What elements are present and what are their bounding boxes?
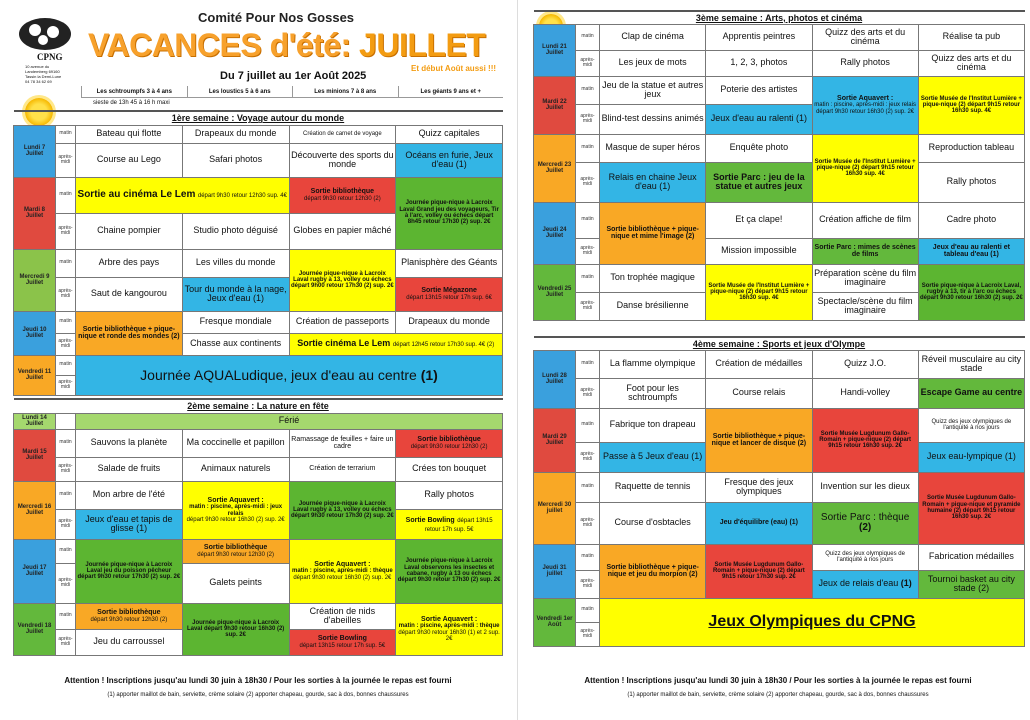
activity-cell: Clap de cinéma [600, 24, 706, 50]
week-title: 4ème semaine : Sports et jeux d'Olympe [534, 337, 1025, 350]
holiday-cell: Férié [76, 413, 503, 429]
activity-cell: Fresque des jeux olympiques [706, 472, 812, 502]
activity-cell: 1, 2, 3, photos [706, 50, 812, 76]
activity-cell: Jeux d'eau et tapis de glisse (1) [76, 509, 183, 539]
activity-cell [76, 177, 290, 213]
outing-title: Sortie Bowling [405, 516, 455, 524]
activity-cell: Sortie Musée Lugdunum Gallo-Romain + pique-nique (2) départ 9h15 retour 17h30 sup. 2€ [706, 544, 812, 598]
day-label: Mardi 22 Juillet [534, 76, 576, 134]
date-range: Du 7 juillet au 1er Août 2025 [220, 70, 367, 82]
activity-cell: Passe à 5 Jeux d'eau (1) [600, 442, 706, 472]
day-label: Vendredi 25 Juillet [534, 264, 576, 320]
activity-cell: Sortie Parc : jeu de la statue et autres jeux [706, 162, 812, 202]
day-label: Mardi 29 Juillet [534, 408, 576, 472]
right-page [533, 0, 1025, 720]
activity-cell: Chasse aux continents [182, 333, 289, 355]
activity-cell: Drapeaux du monde [182, 125, 289, 143]
activity-cell: Course au Lego [76, 143, 183, 177]
activity-cell: Journée pique-nique à Lacroix Laval observons les insectes et cabane, rugby à 13 ou échecs départ 9h30 retour 17h30 (2) sup. 2€ [396, 539, 503, 603]
outing-title: Sortie bibliothèque [310, 188, 375, 196]
activity-cell: Enquête photo [706, 134, 812, 162]
title-vacances: VACANCES d'été: [88, 27, 360, 63]
activity-cell: Jeux eau-lympique (1) [918, 442, 1024, 472]
activity-cell [182, 539, 289, 563]
activity-cell: Création de carnet de voyage [289, 125, 396, 143]
outing-title: Sortie Aquavert : [314, 561, 371, 569]
outing-title: Sortie Aquavert : [837, 95, 894, 103]
day-label: Jeudi 24 Juillet [534, 202, 576, 264]
activity-cell: Reproduction tableau [918, 134, 1024, 162]
outing-detail: départ 9h30 retour 16h30 (1) et 2 sup. 2€ [398, 629, 500, 642]
age-group: Les géants 9 ans et + [398, 86, 504, 97]
day-label: Jeudi 10 Juillet [14, 311, 56, 355]
period-label: après-midi [56, 143, 76, 177]
activity-cell: Réalise ta pub [918, 24, 1024, 50]
activity-cell: Sortie Parc : mimes de scènes de films [812, 238, 918, 264]
day-label: Mardi 8 Juillet [14, 177, 56, 249]
aqua-day-note: (1) [420, 366, 438, 383]
activity-cell: Mon arbre de l'été [76, 481, 183, 509]
activity-cell: Animaux naturels [182, 457, 289, 481]
outing-detail: matin : piscine, après-midi : thèque [292, 568, 393, 575]
activity-cell: Quizz des arts et du cinéma [812, 24, 918, 50]
activity-cell: Galets peints [182, 563, 289, 603]
outing-detail: départ 13h15 retour 17h sup. 6€ [406, 294, 492, 301]
activity-cell: Rally photos [396, 481, 503, 509]
activity-cell: Sortie bibliothèque + pique-nique et lancer de disque (2) [706, 408, 812, 472]
outing-detail: départ 9h30 retour 12h30 (2) [90, 616, 168, 623]
outing-detail: (2) [859, 522, 872, 533]
outing-title: Sortie bibliothèque [97, 609, 161, 617]
activity-cell: Cadre photo [918, 202, 1024, 238]
outing-detail: matin : piscine, après-midi : jeux relais [189, 504, 283, 517]
week-4-table [533, 336, 1025, 647]
period-label: matin [56, 125, 76, 143]
period-label: après-midi [576, 570, 600, 598]
period-label: après-midi [56, 457, 76, 481]
outing-detail: départ 9h30 retour 16h30 (2) sup. 2€ [186, 516, 285, 523]
period-label: matin [576, 350, 600, 378]
activity-cell: Journée pique-nique à Lacroix Laval départ 9h30 retour 16h30 (2) sup. 2€ [182, 603, 289, 655]
activity-cell: Sortie Musée de l'Institut Lumière + pique-nique (2) départ 9h15 retour 16h30 sup. 4€ [706, 264, 812, 320]
activity-cell: Relais en chaine Jeux d'eau (1) [600, 162, 706, 202]
period-label: après-midi [576, 162, 600, 202]
activity-cell [289, 629, 396, 655]
activity-cell: Safari photos [182, 143, 289, 177]
outing-title: Sortie Mégazone [421, 287, 477, 295]
activity-cell: Quizz des jeux olympiques de l'antiquité à nos jours [918, 408, 1024, 442]
activity-cell: Jeu d'équilibre (eau) (1) [706, 502, 812, 544]
activity-cell: Crées ton bouquet [396, 457, 503, 481]
activity-cell: Sortie Musée Lugdunum Gallo-Romain + pique-nique (2) départ 9h15 retour 16h30 sup. 2€ [812, 408, 918, 472]
activity-cell: Quizz J.O. [812, 350, 918, 378]
activity-cell: Course d'osbtacles [600, 502, 706, 544]
outing-title: Sortie Aquavert : [207, 496, 264, 504]
activity-cell: Quizz des arts et du cinéma [918, 50, 1024, 76]
activity-cell: Fresque mondiale [182, 311, 289, 333]
activity-cell: Création de nids d'abeilles [289, 603, 396, 629]
activity-cell: Préparation scène du film imaginaire [812, 264, 918, 292]
period-label: matin [576, 202, 600, 238]
period-label: matin [576, 544, 600, 570]
activity-cell [76, 603, 183, 629]
day-label: Mercredi 30 juillet [534, 472, 576, 544]
activity-cell [812, 502, 918, 544]
activity-cell: Rally photos [918, 162, 1024, 202]
period-label: matin [56, 429, 76, 457]
committee-title: Comité Pour Nos Gosses [198, 10, 355, 25]
activity-cell: La flamme olympique [600, 350, 706, 378]
activity-cell: Sortie bibliothèque + pique-nique et mime l'image (2) [600, 202, 706, 264]
day-label: Jeudi 17 Juillet [14, 539, 56, 603]
age-group: Les loustics 5 à 6 ans [187, 86, 293, 97]
title-juillet: JUILLET [359, 27, 486, 63]
period-label: matin [56, 603, 76, 629]
day-label: Mardi 15 Juillet [14, 429, 56, 481]
outing-title: Sortie bibliothèque [417, 436, 481, 444]
activity-cell: Journée pique-nique à Lacroix Laval jeu du poisson pêcheur départ 9h30 retour 17h30 (2) sup. 2€ [76, 539, 183, 603]
week-1-table [13, 110, 503, 396]
activity-cell [396, 603, 503, 655]
week-3-table [533, 10, 1025, 321]
outing-detail: départ 12h45 retour 17h30 sup. 4€ (2) [392, 342, 495, 349]
activity-cell: Jeux d'eau au ralenti (1) [706, 104, 812, 134]
activity-cell: Studio photo déguisé [182, 213, 289, 249]
period-label: matin [56, 249, 76, 277]
activity-cell: Spectacle/scène du film imaginaire [812, 292, 918, 320]
left-page [13, 0, 503, 720]
activity-cell: Océans en furie, Jeux d'eau (1) [396, 143, 503, 177]
period-label: après-midi [576, 378, 600, 408]
outing-detail: départ 9h30 retour 12h30 (2) [304, 195, 381, 202]
period-label: après-midi [576, 292, 600, 320]
week-title: 1ère semaine : Voyage autour du monde [14, 111, 503, 125]
activity-cell [289, 333, 503, 355]
activity-cell: Découverte des sports du monde [289, 143, 396, 177]
activity-cell: Tournoi basket au city stade (2) [918, 570, 1024, 598]
activity-cell: Création de médailles [706, 350, 812, 378]
activity-cell [812, 570, 918, 598]
activity-cell: Réveil musculaire au city stade [918, 350, 1024, 378]
activity-cell: Les villes du monde [182, 249, 289, 277]
activity-cell: Sauvons la planète [76, 429, 183, 457]
activity-cell: Jeu du carroussel [76, 629, 183, 655]
period-label: après-midi [56, 375, 76, 395]
period-label: après-midi [56, 333, 76, 355]
activity-cell: Rally photos [812, 50, 918, 76]
registration-notice: Attention ! Inscriptions jusqu'au lundi 30 juin à 18h30 / Pour les sorties à la journée le repas est fourni [64, 676, 452, 685]
period-label: matin [56, 311, 76, 333]
period-label: après-midi [576, 622, 600, 646]
period-label: matin [576, 408, 600, 442]
activity-cell [289, 539, 396, 603]
aout-note: Et début Août aussi !!! [411, 64, 497, 73]
outing-detail: matin : piscine, après-midi : jeux relais départ 9h30 retour 16h30 (2) sup. 2€ [814, 102, 916, 115]
activity-cell: Sortie bibliothèque + pique-nique et ronde des mondes (2) [76, 311, 183, 355]
outing-detail: départ 9h30 retour 12h30 (2) [410, 443, 488, 450]
sieste-note: sieste de 13h 45 à 16 h maxi [93, 100, 170, 106]
cpng-logo [15, 12, 85, 92]
outing-title: Sortie cinéma Le Lem [297, 338, 391, 349]
activity-cell: Et ça clape! [706, 202, 812, 238]
activity-cell: Fabrique ton drapeau [600, 408, 706, 442]
activity-cell: Course relais [706, 378, 812, 408]
period-label: matin [56, 539, 76, 563]
activity-cell: Création de terrarium [289, 457, 396, 481]
period-label: matin [576, 472, 600, 502]
activity-cell [812, 76, 918, 134]
activity-cell: Escape Game au centre [918, 378, 1024, 408]
outing-detail: départ 9h30 retour 12h30 sup. 4€ [197, 192, 287, 199]
activity-cell [396, 277, 503, 311]
activity-cell [182, 481, 289, 539]
activity-cell: Bateau qui flotte [76, 125, 183, 143]
activity-cell: Ramassage de feuilles + faire un cadre [289, 429, 396, 457]
activity-cell: Création de passeports [289, 311, 396, 333]
period-label: après-midi [56, 629, 76, 655]
activity-cell: Handi-volley [812, 378, 918, 408]
day-label: Lundi 21 Juillet [534, 24, 576, 76]
outing-detail: départ 13h15 retour 17h sup. 5€ [424, 517, 493, 533]
activity-cell: Invention sur les dieux [812, 472, 918, 502]
age-group: Les minions 7 à 8 ans [292, 86, 398, 97]
aqua-day-title: Journée AQUALudique, jeux d'eau au centre [140, 366, 417, 383]
outing-title: Sortie Aquavert : [421, 615, 478, 623]
day-label: Lundi 7 Juillet [14, 125, 56, 177]
period-label: après-midi [576, 50, 600, 76]
day-label: Lundi 14 Juillet [14, 413, 56, 429]
outing-detail: départ 9h30 retour 16h30 (2) sup. 2€ [293, 574, 392, 581]
period-label: matin [576, 24, 600, 50]
week-2-table [13, 398, 503, 656]
day-label: Lundi 28 Juillet [534, 350, 576, 408]
activity-cell: Quizz des jeux olympiques de l'antiquité à nos jours [812, 544, 918, 570]
outing-title: Sortie Parc : thèque [820, 511, 910, 523]
period-label: matin [576, 134, 600, 162]
activity-cell: Journée pique-nique à Lacroix Laval rugby à 13, volley ou échecs départ 9h30 retour 17h30 (2) sup. 2€ [289, 481, 396, 539]
olympics-banner: Jeux Olympiques du CPNG [600, 598, 1025, 646]
day-label: Vendredi 11 Juillet [14, 355, 56, 395]
activity-cell: Planisphère des Géants [396, 249, 503, 277]
outing-detail: matin : piscine, après-midi : thèque [398, 623, 500, 630]
activity-cell: Saut de kangourou [76, 277, 183, 311]
day-label: Mercredi 9 Juillet [14, 249, 56, 311]
outing-title: Sortie Bowling [317, 635, 367, 643]
activity-cell: Globes en papier mâché [289, 213, 396, 249]
outing-detail: (1) [900, 578, 912, 589]
activity-cell: Journée pique-nique à Lacroix Laval Grand jeu des voyageurs, Tir à l'arc, volley ou échecs départ 8h45 retour 17h30 (2) sup. 2€ [396, 177, 503, 249]
registration-notice: Attention ! Inscriptions jusqu'au lundi 30 juin à 18h30 / Pour les sorties à la journée le repas est fourni [584, 676, 972, 685]
period-label: matin [576, 598, 600, 622]
period-label: matin [56, 481, 76, 509]
activity-cell: Fabrication médailles [918, 544, 1024, 570]
activity-cell: Jeux d'eau au ralenti et tableau d'eau (1) [918, 238, 1024, 264]
activity-cell: Danse brésilienne [600, 292, 706, 320]
period-label: après-midi [576, 104, 600, 134]
activity-cell: Quizz capitales [396, 125, 503, 143]
activity-cell: Chaine pompier [76, 213, 183, 249]
page-divider [517, 0, 518, 720]
activity-cell [76, 355, 503, 395]
activity-cell: Poterie des artistes [706, 76, 812, 104]
activity-cell: Journée pique-nique à Lacroix Laval rugby à 13, volley ou échecs départ 9h00 retour 17h30 (2) sup. 2€ [289, 249, 396, 311]
period-label: après-midi [56, 509, 76, 539]
day-label: Mercredi 16 Juillet [14, 481, 56, 539]
period-label: matin [56, 177, 76, 213]
activity-cell: Masque de super héros [600, 134, 706, 162]
period-label: matin [576, 264, 600, 292]
activity-cell: Sortie Musée de l'Institut Lumière + pique-nique (2) départ 9h15 retour 16h30 sup. 4€ [812, 134, 918, 202]
day-label: Mercredi 23 Juillet [534, 134, 576, 202]
equipment-notes: (1) apporter maillot de bain, serviette, crème solaire (2) apporter chapeau, gourde, sac à dos, bonnes chaussures [627, 692, 929, 698]
activity-cell [289, 177, 396, 213]
equipment-notes: (1) apporter maillot de bain, serviette, crème solaire (2) apporter chapeau, gourde, sac à dos, bonnes chaussures [107, 692, 409, 698]
day-label: Jeudi 31 juillet [534, 544, 576, 598]
week-title: 3ème semaine : Arts, photos et cinéma [534, 11, 1025, 24]
period-label: après-midi [576, 502, 600, 544]
activity-cell [396, 429, 503, 457]
period-label: après-midi [56, 277, 76, 311]
outing-title: Sortie au cinéma Le Lem [77, 188, 196, 200]
day-label: Vendredi 1er Août [534, 598, 576, 646]
activity-cell: Salade de fruits [76, 457, 183, 481]
activity-cell: Mission impossible [706, 238, 812, 264]
activity-cell: Sortie pique-nique à Lacroix Laval, rugby à 13, tir à l'arc ou échecs départ 9h30 retour 16h30 (2) sup. 2€ [918, 264, 1024, 320]
logo-text: CPNG [37, 52, 63, 62]
activity-cell: Raquette de tennis [600, 472, 706, 502]
activity-cell: Les jeux de mots [600, 50, 706, 76]
activity-cell: Arbre des pays [76, 249, 183, 277]
activity-cell [396, 509, 503, 539]
age-group: Les schtroumpfs 3 à 4 ans [81, 86, 187, 97]
activity-cell: Apprentis peintres [706, 24, 812, 50]
activity-cell: Foot pour les schtroumpfs [600, 378, 706, 408]
outing-detail: départ 9h30 retour 12h30 (2) [197, 551, 274, 558]
activity-cell: Sortie Musée Lugdunum Gallo-Romain + pique-nique et pyramide humaine (2) départ 9h15 retour 16h30 sup. 2€ [918, 472, 1024, 544]
activity-cell: Drapeaux du monde [396, 311, 503, 333]
period-label: après-midi [576, 442, 600, 472]
period-label: après-midi [56, 213, 76, 249]
main-title [88, 27, 485, 64]
activity-cell: Jeu de la statue et autres jeux [600, 76, 706, 104]
activity-cell: Tour du monde à la nage, Jeux d'eau (1) [182, 277, 289, 311]
age-groups [81, 86, 503, 98]
activity-cell: Sortie Musée de l'Institut Lumière + pique-nique (2) départ 9h15 retour 16h30 sup. 4€ [918, 76, 1024, 134]
week-title: 2ème semaine : La nature en fête [14, 399, 503, 413]
period-label: après-midi [56, 563, 76, 603]
outing-title: Sortie bibliothèque [203, 544, 268, 552]
period-label: matin [576, 76, 600, 104]
outing-detail: départ 13h15 retour 17h sup. 5€ [299, 642, 386, 649]
period-label: après-midi [576, 238, 600, 264]
period-label: matin [56, 355, 76, 375]
logo-address: 10 avenue du Landemberg 69160 Tassin la Demi-Lune 04 78 34 62 69 [25, 64, 62, 84]
outing-title: Jeux de relais d'eau [818, 578, 899, 589]
activity-cell: Création affiche de film [812, 202, 918, 238]
activity-cell: Ton trophée magique [600, 264, 706, 292]
day-label: Vendredi 18 Juillet [14, 603, 56, 655]
activity-cell: Ma coccinelle et papillon [182, 429, 289, 457]
activity-cell: Sortie bibliothèque + pique-nique et jeu du morpion (2) [600, 544, 706, 598]
activity-cell: Blind-test dessins animés [600, 104, 706, 134]
